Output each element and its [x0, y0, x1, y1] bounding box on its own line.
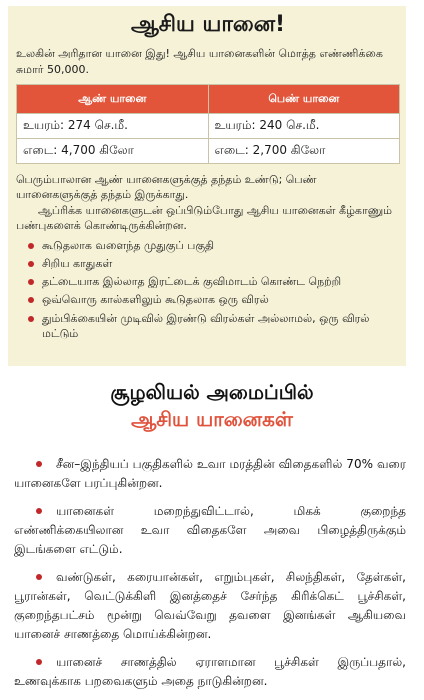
bullet-icon — [28, 243, 34, 249]
bullet-icon — [36, 508, 42, 514]
male-weight-cell: எடை: 4,700 கிலோ — [17, 139, 209, 164]
list-item — [14, 568, 406, 644]
table-header-row — [17, 85, 400, 114]
list-item — [14, 502, 406, 559]
section-title: சூழலியல் அமைப்பில் — [110, 380, 314, 404]
comparison-paragraph: ஆப்ரிக்க யானைகளுடன் ஒப்பிடும்போது ஆசிய யானைகள் கீழ்காணும் பண்புகளைக் கொண்டிருக்கின்றன. — [16, 204, 392, 232]
female-header: பெண் யானை — [208, 85, 400, 114]
table-row — [17, 139, 400, 164]
bullet-icon — [36, 659, 42, 665]
bullet-icon — [28, 279, 34, 285]
feature-text: கூடுதலாக வளைந்த முதுகுப் பகுதி — [42, 239, 215, 252]
point-text: யானைகள் மறைந்துவிட்டால், மிகக் குறைந்த எண்ணிக்கையிலான உவா விதைகளே அவை பிழைத்திருக்கும் இடங்களை எட்டும். — [14, 504, 406, 556]
point-text: யானைச் சாணத்தில் ஏராளமான பூச்சிகள் இருப்பதால், உணவுக்காக பறவைகளும் அதை நாடுகின்றன. — [14, 655, 406, 688]
table-row — [17, 114, 400, 139]
list-item — [16, 255, 400, 273]
female-weight-cell: எடை: 2,700 கிலோ — [208, 139, 400, 164]
list-item — [14, 653, 406, 691]
male-header: ஆண் யானை — [17, 85, 209, 114]
bullet-icon — [28, 297, 34, 303]
male-height-cell: உயரம்: 274 செ.மீ. — [17, 114, 209, 139]
list-item — [16, 237, 400, 255]
tusk-paragraph: பெரும்பாலான ஆண் யானைகளுக்குத் தந்தம் உண்டு; பெண் யானைகளுக்குத் தந்தம் இருக்காது. — [16, 173, 317, 201]
feature-text: தட்டையாக இல்லாத இரட்டைக் குவிமாடம் கொண்ட நெற்றி — [42, 275, 342, 288]
bullet-icon — [36, 461, 42, 467]
point-text: வண்டுகள், கரையான்கள், எறும்புகள், சிலந்திகள், தேள்கள், பூரான்கள், வெட்டுக்கிளி இனத்தைச் சேர்ந்த கிரிக்கெட் பூச்சிகள், குறைந்தபட்சம் மூன்று வெவ்வேறு தவளை இனங்கள் ஆகியவை யானைச் சாணத்தை மொய்க்கின்றன. — [14, 570, 406, 641]
feature-text: சிறிய காதுகள் — [42, 257, 113, 270]
feature-text: தும்பிக்கையின் முடிவில் இரண்டு விரல்கள் அல்லாமல், ஒரு விரல் மட்டும் — [42, 312, 370, 340]
bullet-icon — [28, 316, 34, 322]
section-subtitle: ஆசிய யானைகள் — [131, 407, 293, 431]
list-item — [14, 455, 406, 493]
info-panel — [8, 6, 406, 366]
bullet-icon — [36, 574, 42, 580]
list-item — [16, 309, 400, 341]
ecology-points — [14, 455, 406, 700]
feature-text: ஒவ்வொரு கால்களிலும் கூடுதலாக ஒரு விரல் — [42, 293, 269, 306]
feature-list — [16, 237, 400, 341]
stats-table — [16, 84, 400, 164]
list-item — [16, 273, 400, 291]
point-text: சீன–இந்தியப் பகுதிகளில் உவா மரத்தின் விதைகளில் 70% வரை யானைகளே பரப்புகின்றன. — [14, 457, 406, 490]
bullet-icon — [28, 261, 34, 267]
panel-title: ஆசிய யானை! — [130, 12, 286, 37]
intro-text: உலகின் அரிதான யானை இது! ஆசிய யானைகளின் மொத்த எண்ணிக்கை சுமார் 50,000. — [16, 47, 383, 76]
female-height-cell: உயரம்: 240 செ.மீ. — [208, 114, 400, 139]
list-item — [16, 291, 400, 309]
